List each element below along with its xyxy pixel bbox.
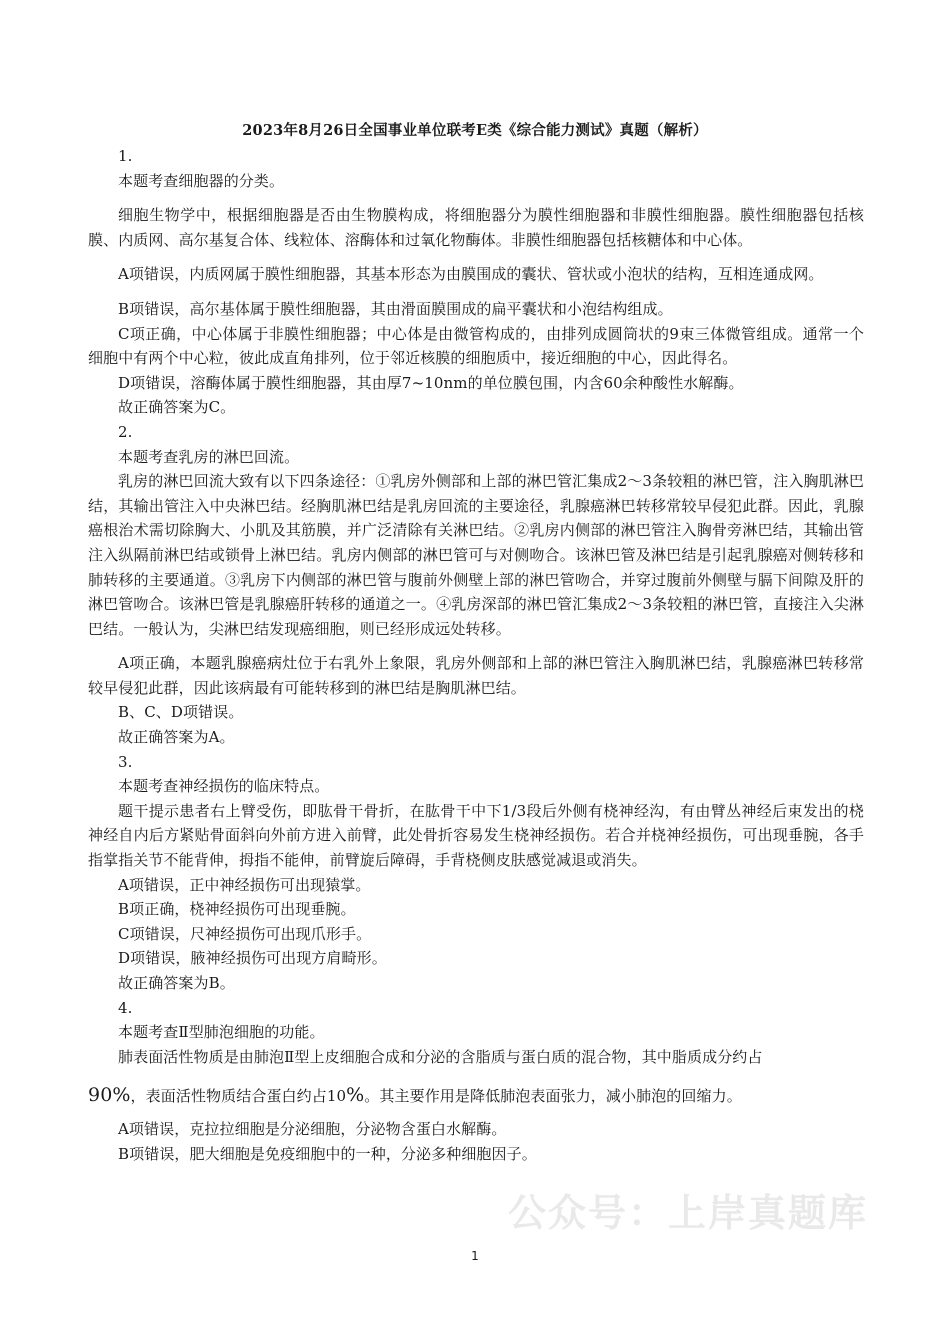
q1-answer: 故正确答案为C。 bbox=[118, 398, 236, 417]
q4-topic: 本题考查Ⅱ型肺泡细胞的功能。 bbox=[118, 1023, 325, 1042]
q4-explanation-line1: 肺表面活性物质是由肺泡Ⅱ型上皮细胞合成和分泌的含脂质与蛋白质的混合物，其中脂质成分约占 bbox=[118, 1047, 763, 1066]
page-number: 1 bbox=[471, 1249, 479, 1263]
document-title: 2023年8月26日全国事业单位联考E类《综合能力测试》真题（解析） bbox=[242, 122, 708, 139]
q2-option-bcd: B、C、D项错误。 bbox=[118, 703, 244, 722]
q4-pct-90: 90 bbox=[88, 1084, 113, 1107]
document-body bbox=[88, 144, 864, 1166]
q1-option-a: A项错误，内质网属于膜性细胞器，其基本形态为由膜围成的囊状、管状或小泡状的结构，互相连通成网。 bbox=[118, 265, 824, 284]
q1-option-c: C项正确，中心体属于非膜性细胞器；中心体是由微管构成的，由排列成圆筒状的9束三体微管组成。通常一个细胞中有两个中心粒，彼此成直角排列，位于邻近核膜的细胞质中，接近细胞的中心，因此得名。 bbox=[88, 324, 864, 368]
q1-option-d: D项错误，溶酶体属于膜性细胞器，其由厚7~10nm的单位膜包围，内含60余种酸性水解酶。 bbox=[118, 373, 744, 392]
q2-number: 2. bbox=[118, 422, 133, 441]
q4-explanation-line2 bbox=[88, 1083, 864, 1109]
q2-answer: 故正确答案为A。 bbox=[118, 728, 235, 747]
q1-explanation: 细胞生物学中，根据细胞器是否由生物膜构成，将细胞器分为膜性细胞器和非膜性细胞器。膜性细胞器包括核膜、内质网、高尔基复合体、线粒体、溶酶体和过氧化物酶体。非膜性细胞器包括核糖体和中心体。 bbox=[88, 206, 864, 249]
q4-pct-sign-1: % bbox=[112, 1084, 131, 1107]
watermark-text: 公众号：上岸真题库 bbox=[508, 1191, 869, 1235]
q3-option-c: C项错误，尺神经损伤可出现爪形手。 bbox=[118, 924, 372, 943]
q4-number: 4. bbox=[118, 998, 133, 1017]
q1-topic: 本题考查细胞器的分类。 bbox=[118, 171, 285, 190]
q3-number: 3. bbox=[118, 752, 133, 771]
q3-explanation: 题干提示患者右上臂受伤，即肱骨干骨折，在肱骨干中下1/3段后外侧有桡神经沟，有由臂丛神经后束发出的桡神经自内后方紧贴骨面斜向外前方进入前臂，此处骨折容易发生桡神经损伤。若合并桡神经损伤，可出现垂腕，各手指掌指关节不能背伸，拇指不能伸，前臂旋后障碍，手背桡侧皮肤感觉减退或消失。 bbox=[88, 801, 864, 870]
q1-option-b: B项错误，高尔基体属于膜性细胞器，其由滑面膜围成的扁平囊状和小泡结构组成。 bbox=[118, 299, 673, 318]
q4-option-a: A项错误，克拉拉细胞是分泌细胞，分泌物含蛋白水解酶。 bbox=[118, 1119, 507, 1138]
q4-explanation-end: 。其主要作用是降低肺泡表面张力，减小肺泡的回缩力。 bbox=[364, 1087, 742, 1106]
q2-topic: 本题考查乳房的淋巴回流。 bbox=[118, 447, 300, 466]
q3-answer: 故正确答案为B。 bbox=[118, 974, 235, 992]
q4-explanation-mid: ，表面活性物质结合蛋白约占10 bbox=[130, 1087, 347, 1106]
q3-option-b: B项正确，桡神经损伤可出现垂腕。 bbox=[118, 900, 356, 919]
q4-option-b: B项错误，肥大细胞是免疫细胞中的一种，分泌多种细胞因子。 bbox=[118, 1144, 537, 1163]
q3-option-a: A项错误，正中神经损伤可出现猿掌。 bbox=[118, 875, 371, 894]
q2-explanation: 乳房的淋巴回流大致有以下四条途径：①乳房外侧部和上部的淋巴管汇集成2～3条较粗的淋巴管，注入胸肌淋巴结，其输出管注入中央淋巴结。经胸肌淋巴结是乳房回流的主要途径，乳腺癌淋巴转移常较早侵犯此群。因此，乳腺癌根治术需切除胸大、小肌及其筋膜，并广泛清除有关淋巴结。②乳房内侧部的淋巴管注入胸骨旁淋巴结，其输出管注入纵隔前淋巴结或锁骨上淋巴结。乳房内侧部的淋巴管可与对侧吻合。该淋巴管及淋巴结是引起乳腺癌对侧转移和肺转移的主要通道。③乳房下内侧部的淋巴管与腹前外侧壁上部的淋巴管吻合，并穿过腹前外侧壁与膈下间隙及肝的淋巴管吻合。该淋巴管是乳腺癌肝转移的通道之一。④乳房深部的淋巴管汇集成2～3条较粗的淋巴管，直接注入尖淋巴结。一般认为，尖淋巴结发现癌细胞，则已经形成远处转移。 bbox=[88, 472, 864, 638]
q1-number: 1. bbox=[118, 147, 133, 165]
q3-topic: 本题考查神经损伤的临床特点。 bbox=[118, 777, 330, 796]
q2-option-a: A项正确，本题乳腺癌病灶位于右乳外上象限，乳房外侧部和上部的淋巴管注入胸肌淋巴结，乳腺癌淋巴转移常较早侵犯此群，因此该病最有可能转移到的淋巴结是胸肌淋巴结。 bbox=[88, 654, 864, 697]
q4-pct-sign-2: % bbox=[346, 1084, 365, 1107]
q3-option-d: D项错误，腋神经损伤可出现方肩畸形。 bbox=[118, 949, 387, 968]
